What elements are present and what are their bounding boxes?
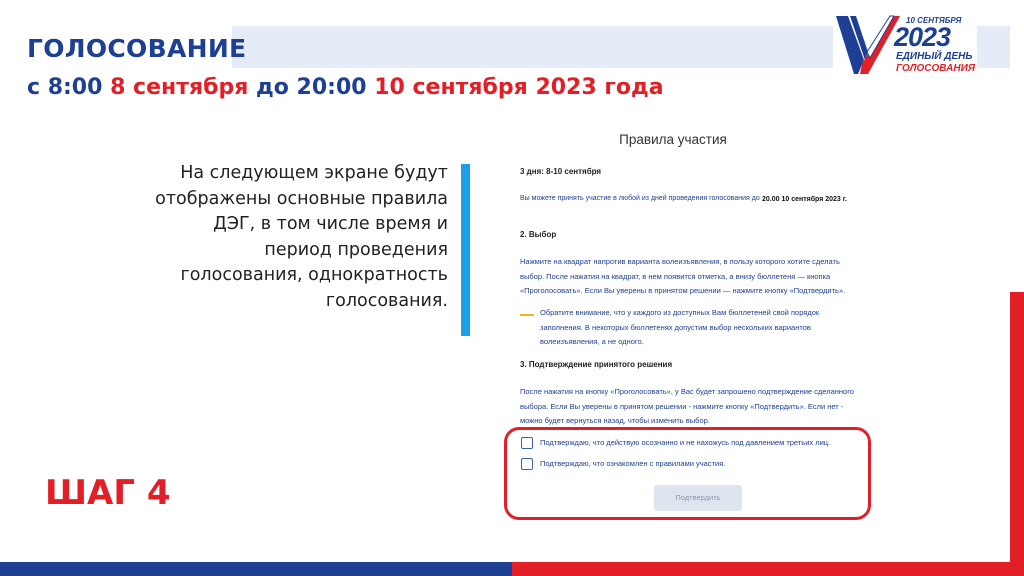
confirm-rules-read-checkbox[interactable] bbox=[521, 458, 533, 470]
logo-line2: ГОЛОСОВАНИЯ bbox=[896, 63, 976, 74]
header-band bbox=[232, 26, 833, 68]
section-2-heading: 2. Выбор bbox=[520, 230, 557, 239]
bottom-red-stripe bbox=[512, 562, 1024, 576]
page-title: ГОЛОСОВАНИЕ bbox=[27, 34, 247, 63]
right-red-stripe bbox=[1010, 292, 1024, 576]
section-1-text: Вы можете принять участие в любой из дней проведения голосования до bbox=[520, 195, 760, 202]
period-to-time: до 20:00 bbox=[248, 75, 375, 100]
logo-line1: ЕДИНЫЙ ДЕНЬ bbox=[896, 51, 973, 62]
form-title: Правила участия bbox=[619, 132, 727, 147]
voting-period bbox=[27, 75, 664, 100]
step-description: На следующем экране будут отображены основные правила ДЭГ, в том числе время и период проведения голосования, однократность голосования. bbox=[155, 163, 448, 311]
period-from-time: с 8:00 bbox=[27, 75, 111, 100]
section-2-note: Обратите внимание, что у каждого из доступных Вам бюллетеней свой порядок заполнения. В некоторых бюллетенях допустим выбор нескольких вариантов волеизъявления, а не одного. bbox=[540, 308, 820, 346]
confirm-no-pressure-label[interactable]: Подтверждаю, что действую осознанно и не нахожусь под давлением третьих лиц. bbox=[540, 438, 831, 447]
section-3-text: После нажатия на кнопку «Проголосовать», у Вас будет запрошено подтверждение сделанного выбора. Если Вы уверены в принятом решении - нажмите кнопку «Подтвердить». Если нет - можно будет вернуться назад, чтобы изменить выбор. bbox=[520, 387, 854, 425]
note-marker bbox=[520, 314, 534, 316]
description-accent-bar bbox=[461, 164, 470, 336]
confirm-rules-read-label[interactable]: Подтверждаю, что ознакомлен с правилами участия. bbox=[540, 459, 726, 468]
section-3-heading: 3. Подтверждение принятого решения bbox=[520, 360, 673, 369]
logo-year: 2023 bbox=[894, 22, 951, 52]
election-day-logo bbox=[834, 12, 976, 78]
confirm-button[interactable]: Подтвердить bbox=[654, 485, 742, 511]
header-band-right bbox=[977, 26, 1010, 68]
confirm-no-pressure-checkbox[interactable] bbox=[521, 437, 533, 449]
logo-date: 10 СЕНТЯБРЯ bbox=[906, 16, 962, 25]
section-2-text: Нажмите на квадрат напротив варианта волеизъявления, в пользу которого хотите сделать выбор. После нажатия на квадрат, в нем появится отметка, а внизу бюллетеня — кнопка «Проголосовать». Если Вы уверены в принятом решении — нажмите кнопку «Подтвердить». bbox=[520, 257, 846, 295]
period-from-date: 8 сентября bbox=[110, 75, 249, 100]
bottom-blue-stripe bbox=[0, 562, 512, 576]
section-1-heading: 3 дня: 8-10 сентября bbox=[520, 167, 602, 176]
section-1-deadline: 20.00 10 сентября 2023 г. bbox=[762, 196, 847, 203]
period-to-date: 10 сентября 2023 года bbox=[374, 75, 664, 100]
step-label: ШАГ 4 bbox=[45, 473, 171, 513]
